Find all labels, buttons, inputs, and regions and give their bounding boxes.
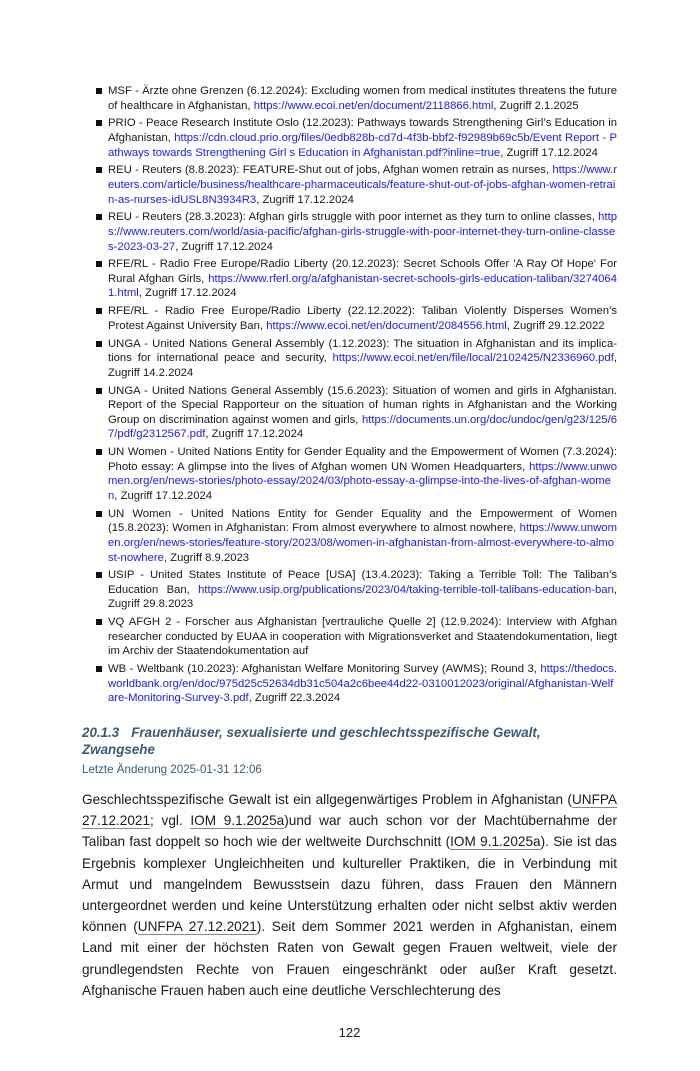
reference-item (96, 163, 617, 207)
reference-link[interactable]: https://www.ecoi.net/en/document/2084556.html (266, 319, 507, 332)
page-number: 122 (338, 1025, 361, 1041)
bullet-icon (96, 167, 102, 173)
reference-item (96, 445, 617, 503)
reference-access-date: , Zugriff 29.8.2023 (108, 583, 617, 611)
bullet-icon (96, 308, 102, 314)
reference-text: REU - Reuters (8.8.2023): FEATURE-Shut out of jobs, Afghan women retrain as nurses, (108, 164, 553, 177)
reference-item (96, 304, 617, 333)
reference-item (96, 615, 617, 659)
reference-access-date: , Zugriff 17.12.2024 (500, 146, 598, 159)
bullet-icon (96, 88, 102, 94)
reference-access-date: , Zugriff 8.9.2023 (163, 551, 250, 564)
bullet-icon (96, 261, 102, 267)
bullet-icon (96, 666, 102, 672)
reference-link[interactable]: https://www.unwomen.org/en/news-stories/photo-essay/2024/03/photo-essay-a-glimpse-into-the-lives-of-afghan-women (108, 460, 617, 502)
bullet-icon (96, 511, 102, 517)
reference-item (96, 257, 617, 301)
reference-item (96, 84, 617, 113)
reference-item (96, 568, 617, 612)
reference-link[interactable]: https://www.reuters.com/world/asia-pacific/afghan-girls-struggle-with-poor-internet-they-turn-online-classes-2023-03-27 (108, 211, 617, 253)
reference-text: VQ AFGH 2 - Forscher aus Afghanistan [vertrauliche Quelle 2] (12.9.2024): Interview with Afghan researcher conducted by EUAA in cooperation with Migrationsverket and Staatendokumentation, liegt im Archiv der Staatendokumentation auf (108, 616, 617, 658)
reference-link[interactable]: https://documents.un.org/doc/undoc/gen/g23/125/67/pdf/g2312567.pdf (108, 413, 617, 441)
body-paragraph (82, 789, 617, 1001)
reference-link[interactable]: https://www.rferl.org/a/afghanistan-secret-schools-girls-education-taliban/32740641.html (108, 272, 617, 300)
reference-access-date: , Zugriff 17.12.2024 (256, 193, 354, 206)
reference-access-date: , Zugriff 29.12.2022 (506, 319, 605, 332)
reference-access-date: , Zugriff 17.12.2024 (138, 287, 237, 300)
reference-link[interactable]: https://cdn.cloud.prio.org/files/0edb828b-cd7d-4f3b-bbf2-f92989b69c5b/Event Report - Pathways towards Strengthening Girl s Education in Afghanistan.pdf?inline=true (108, 131, 617, 159)
citation-link[interactable]: UNFPA 27.12.2021 (137, 919, 257, 935)
citation-link[interactable]: UNFPA 27.12.2021 (82, 792, 617, 829)
reference-link[interactable]: https://www.usip.org/publications/2023/04/taking-terrible-toll-talibans-education-ban (198, 583, 614, 596)
body-text: ; vgl. (150, 813, 191, 829)
reference-item (96, 210, 617, 254)
reference-text: REU - Reuters (28.3.2023): Afghan girls struggle with poor internet as they turn to online classes, (108, 211, 599, 224)
reference-link[interactable]: https://thedocs.worldbank.org/en/doc/975d25c52634db31c504a2c6bee44d22-0310012023/original/Afghanistan-Welfare-Monitoring-Survey-3.pdf (108, 663, 617, 705)
reference-access-date: , Zugriff 17.12.2024 (205, 428, 304, 441)
reference-text: UN Women - United Nations Entity for Gender Equality and the Empowerment of Women (7.3.2024): Photo essay: A glimpse into the lives of Afghan women UN Women Headquarters, (108, 446, 617, 473)
reference-text: UNGA - United Nations General Assembly (1.12.2023): The situation in Afghanistan and its implications for international peace and security, (108, 337, 617, 365)
reference-access-date: , Zugriff 17.12.2024 (175, 240, 273, 253)
reference-link[interactable]: https://www.reuters.com/article/business/healthcare-pharmaceuticals/feature-shut-out-of-jobs-afghan-women-retrain-as-nurses-idUSL8N3934R3 (108, 164, 617, 206)
bullet-icon (96, 388, 102, 394)
reference-access-date: , Zugriff 14.2.2024 (108, 352, 617, 379)
last-changed: Letzte Änderung 2025-01-31 12:06 (82, 763, 262, 776)
reference-text: WB - Weltbank (10.2023): Afghanistan Welfare Monitoring Survey (AWMS); Round 3, (108, 663, 541, 676)
bullet-icon (96, 572, 102, 578)
section-title: Frauenhäuser, sexualisierte und geschlechtsspezifische Gewalt, Zwangsehe (82, 725, 541, 757)
body-text: )und war auch schon vor der Machtübernahme der Taliban fast doppelt so hoch wie der weltweite Durchschnitt ( (82, 813, 617, 850)
reference-text: UNGA - United Nations General Assembly (15.6.2023): Situation of women and girls in Afghanistan. Report of the Special Rapporteur on the situation of human rights in Afghanistan and the Working Group on discrimination against women and girls, (108, 384, 617, 426)
reference-text: RFE/RL - Radio Free Europe/Radio Liberty (22.12.2022): Taliban Violently Disperses Women’s Protest Against University Ban, (108, 305, 617, 332)
reference-link[interactable]: https://www.ecoi.net/en/document/2118866.html (253, 99, 494, 112)
bullet-icon (96, 214, 102, 220)
bullet-icon (96, 449, 102, 455)
bullet-icon (96, 120, 102, 126)
reference-item (96, 662, 617, 706)
body-text: Geschlechtsspezifische Gewalt ist ein allgegenwärtiges Problem in Afghanistan ( (82, 792, 572, 807)
reference-item (96, 384, 617, 442)
reference-link[interactable]: https://www.ecoi.net/en/file/local/2102425/N2336960.pdf (332, 352, 614, 365)
reference-item (96, 116, 617, 160)
reference-link[interactable]: https://www.unwomen.org/en/news-stories/feature-story/2023/08/women-in-afghanistan-from-almost-everywhere-to-almost-nowhere (108, 522, 617, 564)
section-number: 20.1.3 (82, 725, 120, 740)
body-text: ). Sie ist das Ergebnis komplexer Ungleichheiten und kultureller Praktiken, die in Verbindung mit Armut und mangelndem Bewusstsein dazu führen, dass Frauen den Männern untergeordnet werden und keine Unterstützung erhalten oder nicht selbst aktiv werden können ( (82, 834, 617, 935)
citation-link[interactable]: IOM 9.1.2025a (190, 813, 285, 829)
citation-link[interactable]: IOM 9.1.2025a (450, 834, 541, 850)
reference-text: PRIO - Peace Research Institute Oslo (12.2023): Pathways towards Strengthening Girl’s Education in Afghanistan, (108, 117, 617, 144)
section-heading (82, 724, 617, 758)
reference-list (96, 84, 617, 706)
bullet-icon (96, 619, 102, 625)
body-text: ). Seit dem Sommer 2021 werden in Afghanistan, einem Land mit einer der höchsten Raten von Gewalt gegen Frauen weltweit, viele der grundlegendsten Rechte von Frauen eingeschränkt oder außer Kraft gesetzt. Afghanische Frauen haben auch eine deutliche Verschlechterung des (82, 919, 617, 998)
reference-text: UN Women - United Nations Entity for Gender Equality and the Empowerment of Women (15.8.2023): Women in Afghanistan: From almost everywhere to almost nowhere, (108, 507, 617, 535)
bullet-icon (96, 341, 102, 347)
reference-text: MSF - Ärzte ohne Grenzen (6.12.2024): Excluding women from medical institutes threatens the future of healthcare in Afghanistan, (108, 85, 617, 112)
reference-text: USIP - United States Institute of Peace [USA] (13.4.2023): Taking a Terrible Toll: The Taliban’s Education Ban, (108, 569, 617, 596)
reference-item (96, 507, 617, 565)
reference-text: RFE/RL - Radio Free Europe/Radio Liberty (20.12.2023): Secret Schools Offer 'A Ray Of Hope' For Rural Afghan Girls, (108, 258, 617, 285)
reference-access-date: , Zugriff 22.3.2024 (248, 692, 341, 705)
reference-access-date: , Zugriff 17.12.2024 (114, 489, 213, 502)
reference-item (96, 337, 617, 381)
reference-access-date: , Zugriff 2.1.2025 (493, 99, 579, 112)
